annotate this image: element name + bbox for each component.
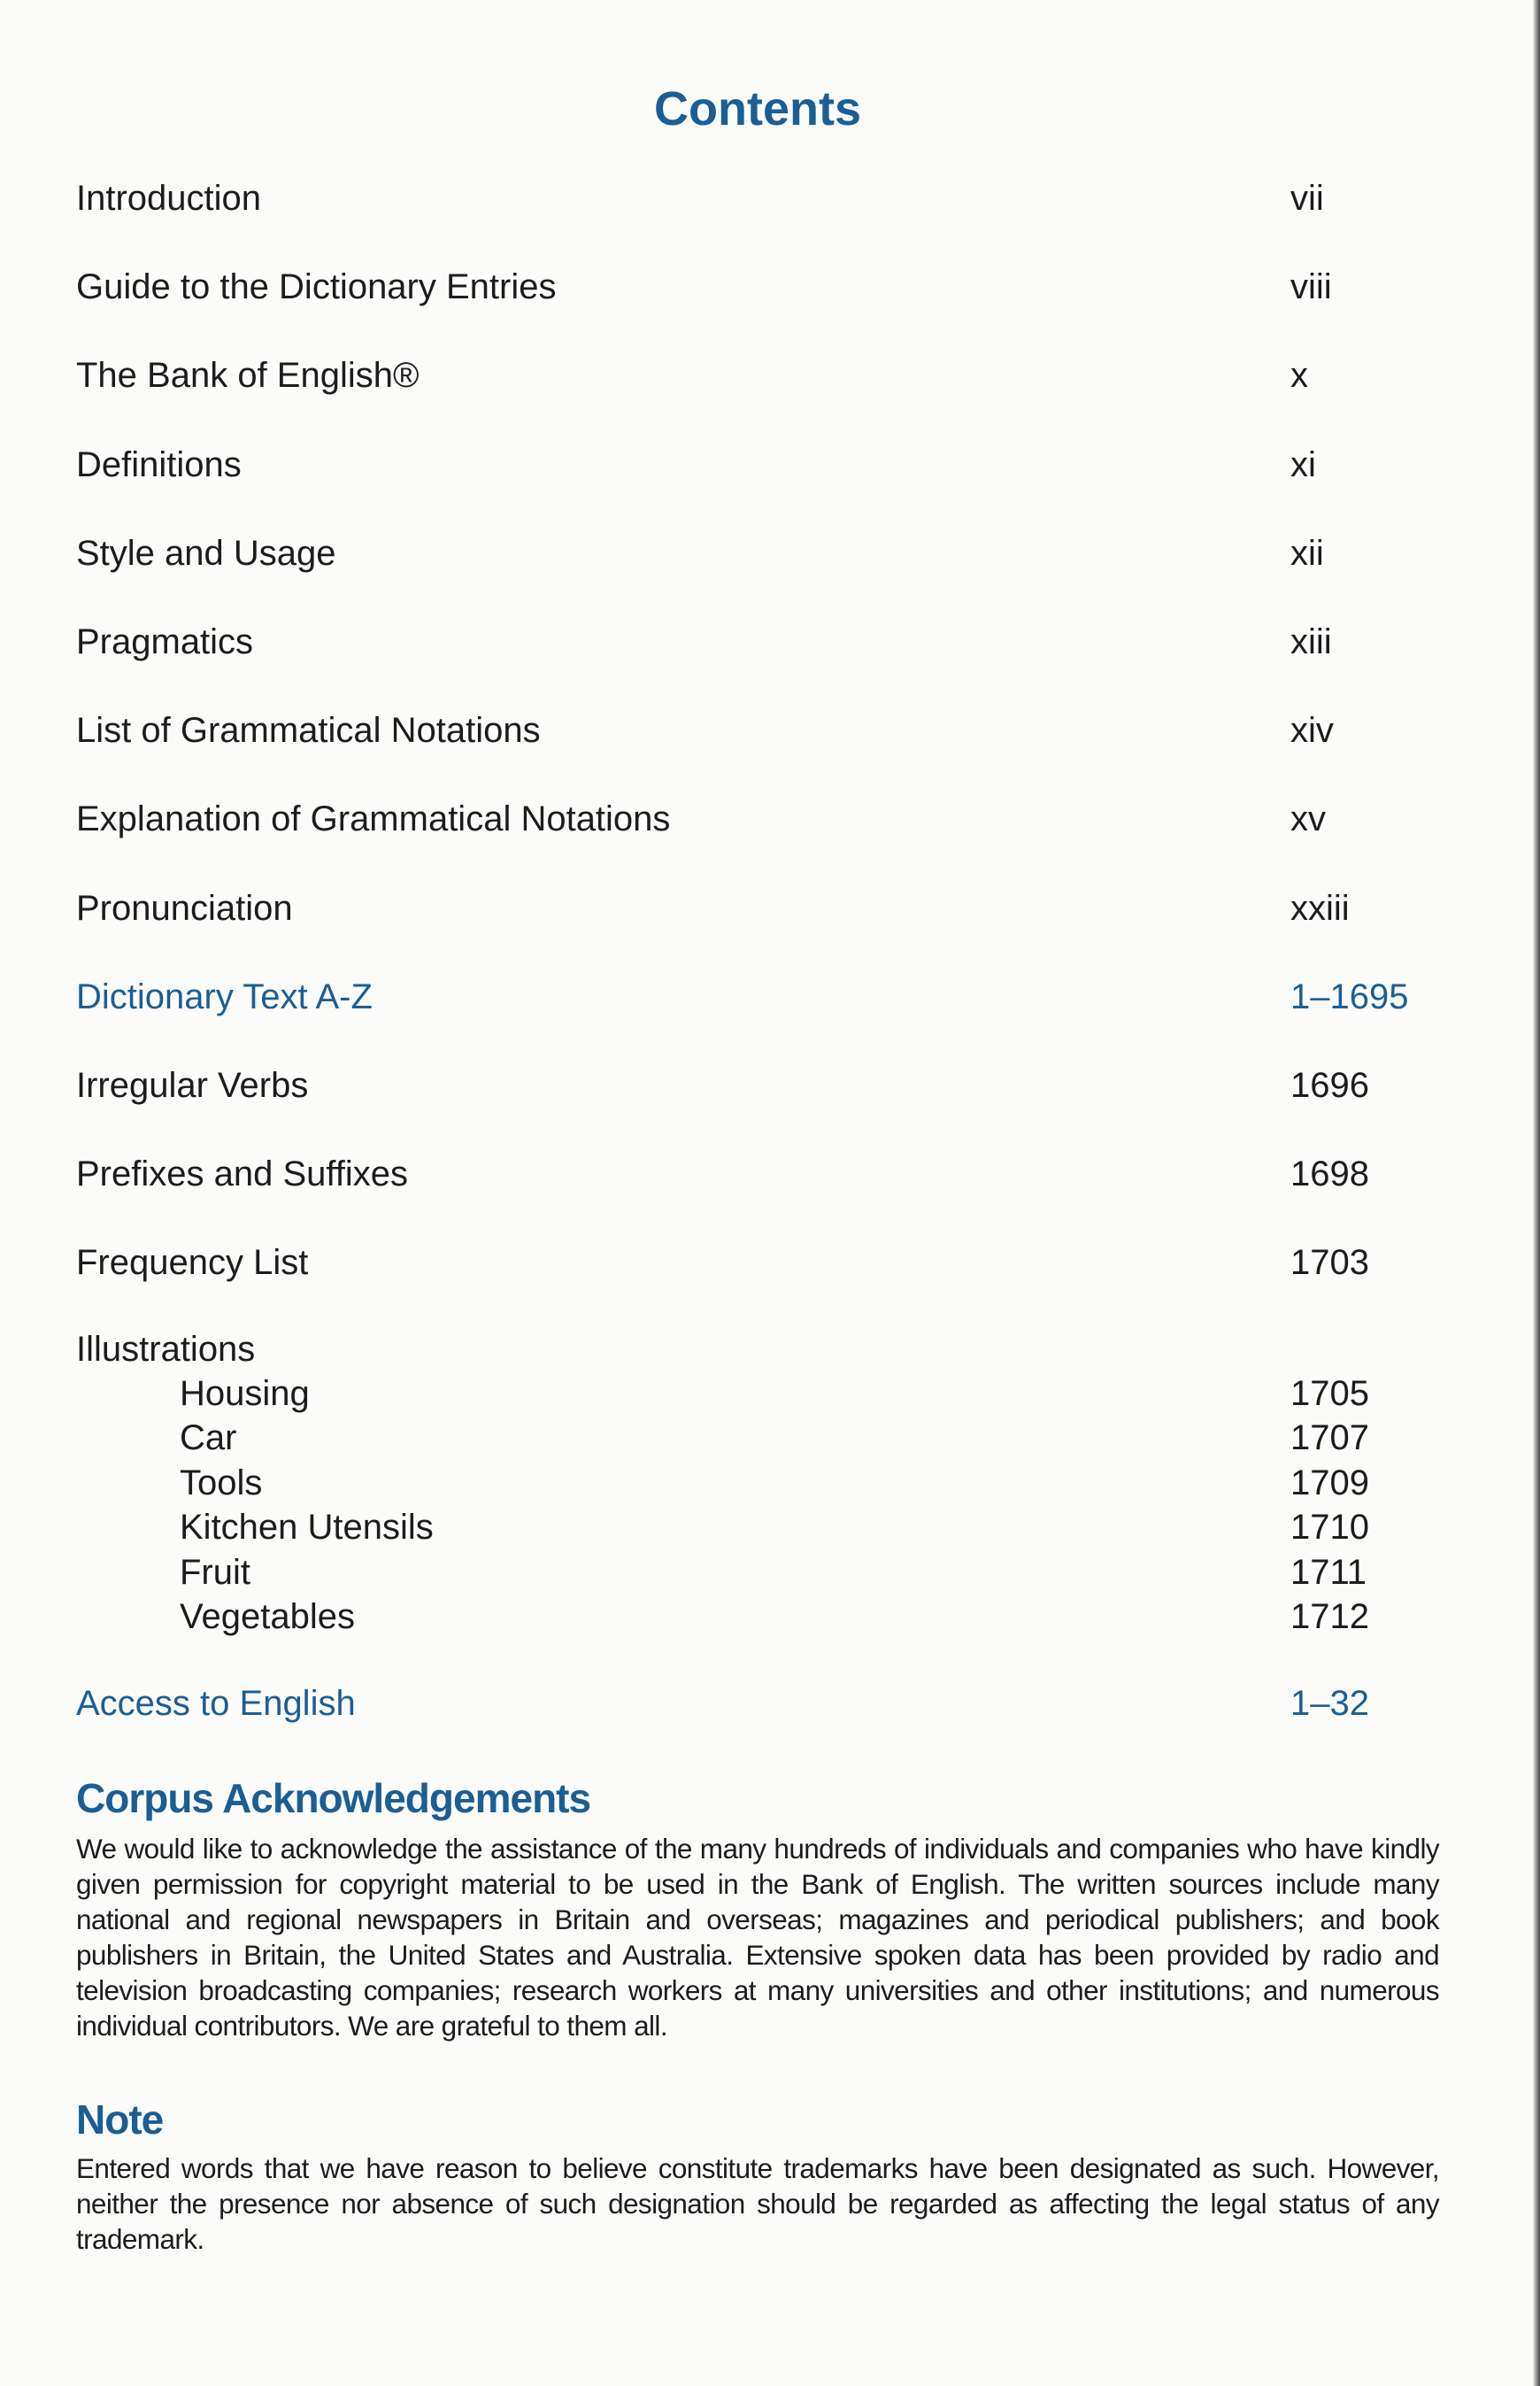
toc-illustration-entry[interactable] [76,1550,1457,1595]
toc-page: 1696 [1290,1066,1369,1105]
toc-label: Prefixes and Suffixes [76,1154,409,1194]
toc-page: 1709 [1290,1463,1369,1502]
corpus-body: We would like to acknowledge the assistance of the many hundreds of individuals and companies who have kindly given permission for copyright material to be used in the Bank of English. The written sources include many national and regional newspapers in Britain and overseas; magazines and periodical publishers; and book publishers in Britain, the United States and Australia. Extensive spoken data has been provided by radio and television broadcasting companies; research workers at many universities and other institutions; and numerous individual contributors. We are grateful to them all. [76,1833,1439,2042]
toc-label: Explanation of Grammatical Notations [76,799,671,839]
toc-entry[interactable] [76,620,1457,664]
toc-entry[interactable] [76,708,1457,753]
page-title: Contents [654,82,861,135]
note-body: Entered words that we have reason to believe constitute trademarks have been designated as such. However, neither the presence nor absence of such designation should be regarded as affecting the legal status of any trademark. [76,2152,1439,2255]
toc-entry[interactable] [76,886,1457,930]
toc-label: Illustrations [76,1330,256,1369]
page-edge [1533,0,1540,2386]
toc-page: 1705 [1290,1374,1369,1413]
toc-page: vii [1290,179,1324,218]
toc-label: Style and Usage [76,533,336,573]
toc-page: 1710 [1290,1508,1369,1548]
toc-label: Frequency List [76,1243,309,1283]
toc-entry[interactable] [76,265,1457,309]
toc-label: Car [180,1418,237,1458]
toc-page: 1–32 [1290,1684,1369,1723]
toc-illustration-entry[interactable] [76,1595,1457,1639]
toc-page: viii [1290,267,1332,307]
toc-illustrations-heading [76,1327,1457,1371]
toc-label: Fruit [180,1552,250,1592]
toc-illustration-entry[interactable] [76,1416,1457,1460]
toc-label: Access to English [76,1684,356,1723]
toc-label: Pronunciation [76,888,293,928]
toc-label: Vegetables [180,1597,355,1636]
toc-entry[interactable] [76,1152,1457,1196]
toc-label: List of Grammatical Notations [76,711,541,751]
toc-entry[interactable] [76,1240,1457,1285]
toc-label: Housing [180,1374,310,1413]
toc-entry[interactable] [76,353,1457,398]
corpus-heading: Corpus Acknowledgements [76,1775,591,1821]
toc-label: Guide to the Dictionary Entries [76,267,557,307]
toc-label: Irregular Verbs [76,1066,309,1105]
toc-entry[interactable] [76,443,1457,487]
toc-label: Introduction [76,179,262,218]
toc-illustration-entry[interactable] [76,1371,1457,1416]
toc-illustration-entry[interactable] [76,1461,1457,1505]
toc-entry-access-to-english[interactable] [76,1681,1457,1726]
toc-page: x [1290,356,1308,396]
toc-label: Pragmatics [76,622,254,661]
toc-label: Tools [180,1463,263,1502]
toc-page: 1707 [1290,1418,1369,1458]
toc-page: xiii [1290,622,1332,661]
toc-page: 1703 [1290,1243,1369,1283]
toc-page: 1–1695 [1290,977,1409,1016]
toc-page: xiv [1290,711,1334,751]
toc-page: 1698 [1290,1154,1369,1194]
toc-page: 1711 [1290,1552,1367,1592]
toc-illustration-entry[interactable] [76,1505,1457,1549]
toc-label: Dictionary Text A-Z [76,977,373,1016]
toc-label: Kitchen Utensils [180,1508,434,1548]
toc-entry[interactable] [76,1063,1457,1108]
note-heading: Note [76,2096,164,2143]
toc-entry[interactable] [76,797,1457,841]
toc-label: The Bank of English® [76,356,420,396]
toc-page: xi [1290,444,1316,484]
toc-page: xxiii [1290,888,1350,928]
toc-entry[interactable] [76,975,1457,1019]
toc-label: Definitions [76,444,242,484]
toc-page: 1712 [1290,1597,1369,1636]
toc-page: xii [1290,533,1324,573]
toc-entry[interactable] [76,176,1457,220]
toc-entry[interactable] [76,531,1457,575]
toc-page: xv [1290,799,1326,839]
